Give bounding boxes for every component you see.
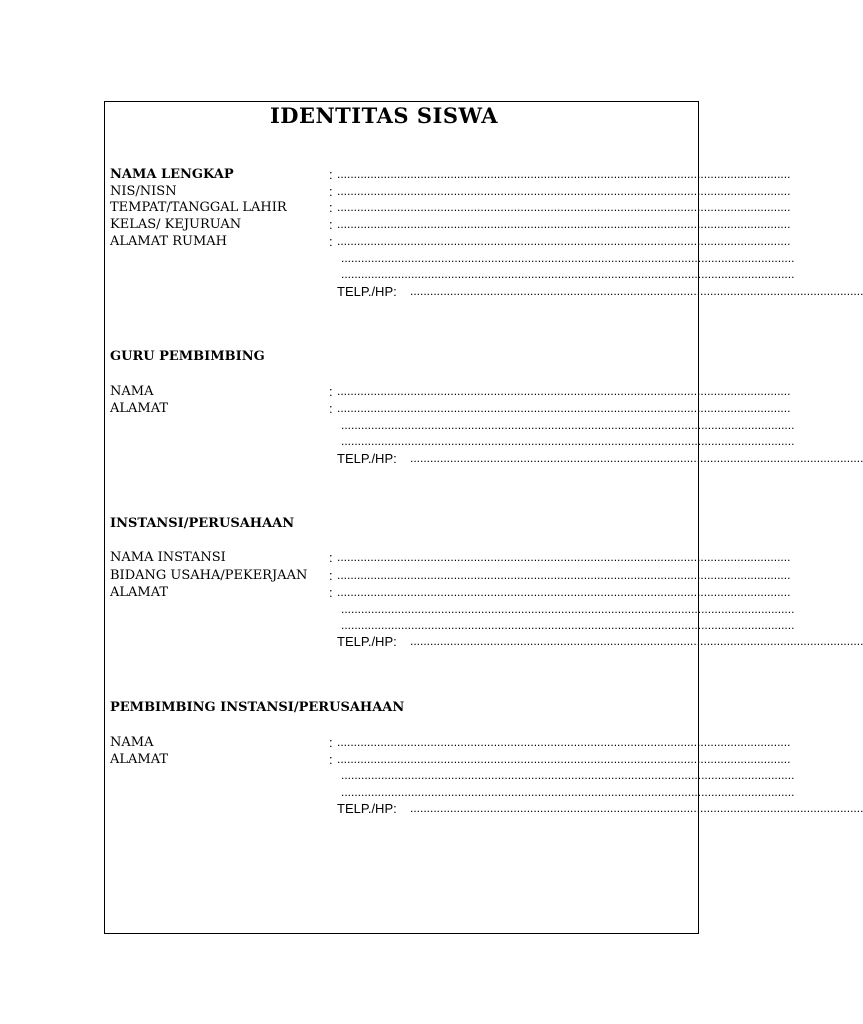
field-colon: :: [329, 585, 333, 600]
fill-line[interactable]: ........................................................................................................................................: [341, 434, 795, 448]
fill-line[interactable]: ........................................................................................................................................: [341, 768, 795, 782]
field-label: TEMPAT/TANGGAL LAHIR: [110, 200, 287, 215]
fill-line[interactable]: ........................................................................................................................................: [341, 785, 795, 799]
telp-label: TELP./HP:: [337, 801, 397, 816]
fill-line[interactable]: ........................................................................................................................................: [337, 167, 791, 181]
fill-line[interactable]: ........................................................................................................................................: [337, 585, 791, 599]
field-label: NAMA LENGKAP: [110, 167, 234, 182]
section-heading-instansi: INSTANSI/PERUSAHAAN: [110, 516, 295, 531]
telp-label: TELP./HP:: [337, 634, 397, 649]
field-label: ALAMAT: [110, 752, 169, 767]
field-colon: :: [329, 217, 333, 232]
fill-line[interactable]: ........................................................................................................................................: [341, 418, 795, 432]
field-colon: :: [329, 200, 333, 215]
fill-line[interactable]: ........................................................................................................................................: [337, 568, 791, 582]
field-label: BIDANG USAHA/PEKERJAAN: [110, 568, 308, 583]
fill-line[interactable]: ........................................................................................................................................: [337, 550, 791, 564]
fill-line[interactable]: ........................................................................................................................................: [337, 401, 791, 415]
fill-line[interactable]: ........................................................................................................................................: [410, 634, 863, 648]
field-colon: :: [329, 184, 333, 199]
field-label: NAMA: [110, 735, 154, 750]
fill-line[interactable]: ........................................................................................................................................: [337, 184, 791, 198]
document-title: IDENTITAS SISWA: [269, 103, 499, 128]
field-label: KELAS/ KEJURUAN: [110, 217, 242, 232]
field-colon: :: [329, 401, 333, 416]
field-colon: :: [329, 550, 333, 565]
field-colon: :: [329, 752, 333, 767]
field-colon: :: [329, 568, 333, 583]
fill-line[interactable]: ........................................................................................................................................: [337, 752, 791, 766]
field-label: NIS/NISN: [110, 184, 177, 199]
field-label: ALAMAT: [110, 585, 169, 600]
fill-line[interactable]: ........................................................................................................................................: [337, 384, 791, 398]
fill-line[interactable]: ........................................................................................................................................: [341, 602, 795, 616]
field-label: ALAMAT: [110, 401, 169, 416]
fill-line[interactable]: ........................................................................................................................................: [341, 267, 795, 281]
fill-line[interactable]: ........................................................................................................................................: [410, 801, 863, 815]
telp-label: TELP./HP:: [337, 284, 397, 299]
fill-line[interactable]: ........................................................................................................................................: [337, 217, 791, 231]
field-label: NAMA INSTANSI: [110, 550, 226, 565]
section-heading-guru: GURU PEMBIMBING: [110, 349, 265, 364]
field-label: NAMA: [110, 384, 154, 399]
fill-line[interactable]: ........................................................................................................................................: [337, 234, 791, 248]
field-colon: :: [329, 384, 333, 399]
fill-line[interactable]: ........................................................................................................................................: [341, 618, 795, 632]
fill-line[interactable]: ........................................................................................................................................: [337, 735, 791, 749]
field-colon: :: [329, 167, 333, 182]
field-colon: :: [329, 234, 333, 249]
fill-line[interactable]: ........................................................................................................................................: [337, 200, 791, 214]
fill-line[interactable]: ........................................................................................................................................: [410, 284, 863, 298]
fill-line[interactable]: ........................................................................................................................................: [410, 451, 863, 465]
fill-line[interactable]: ........................................................................................................................................: [341, 251, 795, 265]
section-heading-pembimbing: PEMBIMBING INSTANSI/PERUSAHAAN: [110, 700, 405, 715]
telp-label: TELP./HP:: [337, 451, 397, 466]
field-colon: :: [329, 735, 333, 750]
field-label: ALAMAT RUMAH: [110, 234, 227, 249]
